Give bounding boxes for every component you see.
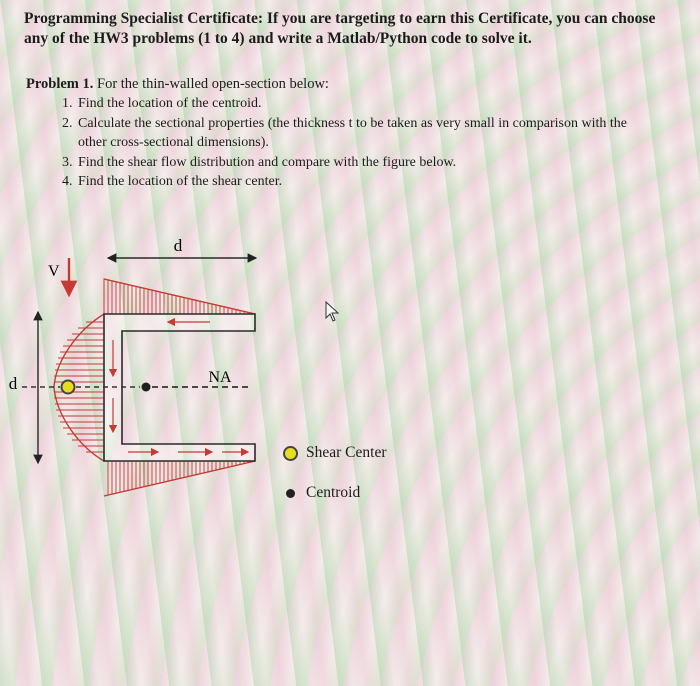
legend-shear-center [283, 444, 386, 462]
neutral-axis-label: NA [208, 369, 232, 386]
load-label: V [48, 263, 60, 280]
centroid-marker [142, 383, 151, 392]
shear-load-arrow [48, 258, 69, 295]
centroid-legend-icon [286, 489, 295, 498]
task-item: 3. Find the shear flow distribution and compare with the figure below. [76, 153, 656, 173]
task-item: 1. Find the location of the centroid. [76, 94, 656, 114]
cursor-icon [326, 302, 338, 321]
legend-centroid-label: Centroid [306, 484, 361, 501]
shear-center-marker [62, 381, 75, 394]
certificate-heading: Programming Specialist Certificate: If you are targeting to earn this Certificate, you can choose any of the HW3 problems (1 to 4) and write a Matlab/Python code to solve it. [24, 10, 656, 47]
neutral-axis [22, 369, 250, 387]
problem-intro: For the thin-walled open-section below: [97, 76, 329, 92]
legend-centroid [283, 484, 360, 502]
task-item: 2. Calculate the sectional properties (the thickness t to be taken as very small in comparison with the other cross-sectional dimensions). [76, 114, 656, 153]
width-dimension [108, 236, 256, 258]
top-flange-shear-flow [104, 279, 255, 314]
problem-label: Problem 1. [26, 76, 94, 92]
bottom-flange-shear-flow [104, 461, 255, 496]
legend-shear-center-label: Shear Center [306, 444, 387, 461]
shear-center-legend-icon [283, 446, 298, 461]
task-item: 4. Find the location of the shear center. [76, 172, 656, 192]
height-label: d [8, 374, 18, 393]
width-label: d [173, 236, 183, 255]
